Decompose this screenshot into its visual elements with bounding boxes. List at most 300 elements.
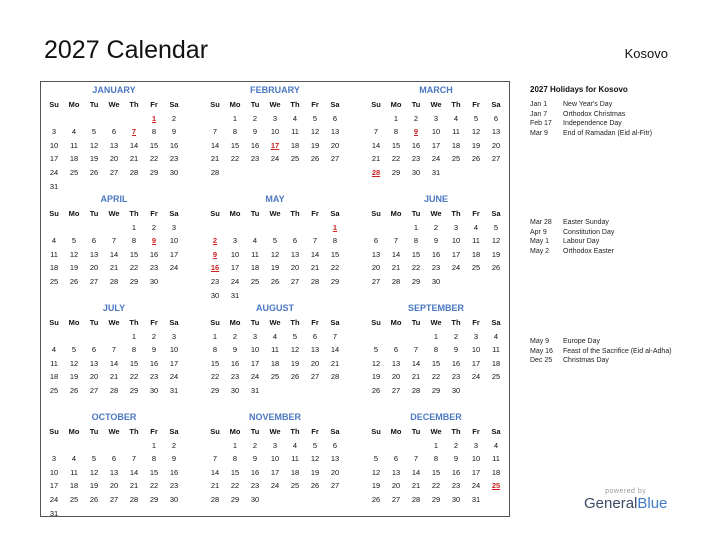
month-name: AUGUST — [256, 303, 294, 313]
holiday-group — [530, 100, 690, 138]
week-row — [205, 452, 345, 466]
weekday-label: Mo — [68, 318, 80, 327]
holiday-day-cell: 9 — [212, 249, 218, 259]
day-cell: 13 — [89, 358, 99, 368]
empty-cell — [325, 166, 345, 180]
day-cell: 3 — [433, 113, 439, 123]
day-cell: 10 — [270, 454, 280, 464]
month-name: JANUARY — [92, 85, 136, 95]
weekday-label: We — [108, 100, 120, 109]
day-cell: 26 — [491, 263, 501, 273]
weekday-label: Su — [210, 427, 220, 436]
weekday-label: Th — [290, 100, 300, 109]
empty-cell — [44, 112, 64, 126]
week-row — [366, 261, 506, 275]
day-cell: 11 — [271, 345, 279, 355]
empty-cell — [486, 493, 506, 507]
weekday-label: Mo — [229, 100, 241, 109]
month-name: JULY — [102, 303, 126, 313]
day-cell: 20 — [290, 263, 300, 273]
holiday-date: May 9 — [530, 338, 550, 345]
day-cell: 6 — [111, 454, 117, 464]
day-cell: 3 — [171, 331, 177, 341]
holiday-date: Mar 9 — [530, 129, 548, 137]
day-cell: 26 — [69, 385, 79, 395]
empty-cell — [205, 439, 225, 453]
week-row — [366, 275, 506, 289]
day-cell: 20 — [89, 263, 99, 273]
weekday-label: Th — [290, 318, 300, 327]
day-cell: 4 — [453, 113, 459, 123]
day-cell: 16 — [149, 249, 159, 259]
weekday-label: Fr — [472, 100, 480, 109]
empty-cell — [124, 439, 144, 453]
day-cell: 5 — [373, 345, 379, 355]
weekday-label: Tu — [411, 100, 421, 109]
holiday-item — [530, 337, 690, 347]
day-cell: 1 — [433, 331, 439, 341]
week-row — [366, 493, 506, 507]
day-cell: 19 — [371, 372, 381, 382]
day-cell: 14 — [129, 467, 139, 477]
day-cell: 26 — [69, 276, 79, 286]
day-cell: 15 — [149, 467, 159, 477]
weekday-label: Tu — [250, 100, 260, 109]
day-cell: 6 — [111, 127, 117, 137]
weekday-label: We — [269, 209, 281, 218]
day-cell: 12 — [471, 127, 481, 137]
day-cell: 17 — [169, 358, 179, 368]
weekday-label: Tu — [411, 209, 421, 218]
day-cell: 18 — [69, 481, 79, 491]
day-cell: 12 — [89, 467, 99, 477]
empty-cell — [305, 166, 325, 180]
day-cell: 21 — [210, 481, 220, 491]
empty-cell — [124, 507, 144, 521]
day-cell: 25 — [270, 372, 280, 382]
day-cell: 20 — [371, 263, 381, 273]
empty-cell — [245, 166, 265, 180]
day-cell: 31 — [471, 494, 481, 504]
day-cell: 28 — [330, 372, 340, 382]
day-cell: 13 — [371, 249, 381, 259]
day-cell: 13 — [89, 249, 99, 259]
weekday-label: Sa — [491, 209, 501, 218]
day-cell: 15 — [431, 358, 441, 368]
holiday-name: Independence Day — [563, 120, 622, 128]
day-cell: 2 — [433, 222, 439, 232]
day-cell: 15 — [149, 140, 159, 150]
day-cell: 17 — [471, 467, 481, 477]
day-cell: 17 — [169, 249, 179, 259]
week-row — [205, 166, 345, 180]
day-cell: 6 — [332, 113, 338, 123]
day-cell: 15 — [129, 249, 139, 259]
day-cell: 16 — [230, 358, 240, 368]
weekday-header — [44, 316, 184, 330]
weekday-label: Mo — [68, 427, 80, 436]
day-cell: 14 — [210, 467, 220, 477]
weekday-label: We — [269, 427, 281, 436]
day-cell: 30 — [230, 385, 240, 395]
empty-cell — [144, 507, 164, 521]
day-cell: 26 — [290, 372, 300, 382]
week-row — [44, 479, 184, 493]
weekday-label: Th — [129, 427, 139, 436]
day-cell: 5 — [473, 113, 479, 123]
empty-cell — [44, 221, 64, 235]
empty-cell — [64, 507, 84, 521]
weekday-label: Sa — [330, 318, 340, 327]
day-cell: 13 — [109, 467, 119, 477]
day-cell: 30 — [210, 290, 220, 300]
day-cell: 15 — [230, 140, 240, 150]
day-cell: 23 — [250, 154, 260, 164]
day-cell: 31 — [49, 508, 59, 518]
holiday-item — [530, 228, 690, 238]
day-cell: 29 — [431, 494, 441, 504]
day-cell: 1 — [433, 440, 439, 450]
day-cell: 23 — [451, 372, 461, 382]
day-cell: 17 — [431, 140, 441, 150]
day-cell: 2 — [232, 331, 238, 341]
holiday-item — [530, 129, 690, 139]
empty-cell — [84, 221, 104, 235]
day-cell: 19 — [310, 467, 320, 477]
day-cell: 24 — [451, 263, 461, 273]
weekday-label: Su — [49, 209, 59, 218]
holiday-day-cell: 17 — [270, 140, 280, 150]
weekday-label: Su — [210, 318, 220, 327]
day-cell: 25 — [49, 385, 59, 395]
day-cell: 5 — [312, 440, 318, 450]
day-cell: 7 — [373, 127, 379, 137]
empty-cell — [64, 221, 84, 235]
day-cell: 23 — [411, 154, 421, 164]
brand-logo[interactable] — [584, 488, 667, 512]
day-cell: 4 — [71, 127, 77, 137]
day-cell: 3 — [252, 331, 258, 341]
day-cell: 11 — [472, 236, 480, 246]
day-cell: 14 — [129, 140, 139, 150]
day-cell: 18 — [69, 154, 79, 164]
day-cell: 19 — [270, 263, 280, 273]
day-cell: 12 — [290, 345, 300, 355]
day-cell: 5 — [373, 454, 379, 464]
day-cell: 7 — [111, 345, 117, 355]
day-cell: 21 — [129, 481, 139, 491]
weekday-label: Su — [49, 427, 59, 436]
holiday-day-cell: 1 — [151, 113, 157, 123]
week-row — [205, 493, 345, 507]
week-row — [366, 357, 506, 371]
holiday-day-cell: 28 — [371, 167, 381, 177]
day-cell: 6 — [393, 345, 399, 355]
day-cell: 7 — [413, 454, 419, 464]
week-row — [44, 221, 184, 235]
month-name: FEBRUARY — [250, 85, 300, 95]
day-cell: 28 — [129, 494, 139, 504]
day-cell: 27 — [109, 494, 119, 504]
weekday-label: Th — [451, 209, 461, 218]
holiday-item — [530, 356, 690, 366]
holiday-name: New Year's Day — [563, 101, 613, 108]
day-cell: 31 — [250, 385, 260, 395]
week-row — [205, 234, 345, 248]
day-cell: 2 — [453, 440, 459, 450]
day-cell: 15 — [330, 249, 340, 259]
page-title: 2027 Calendar — [44, 36, 209, 64]
day-cell: 4 — [292, 440, 298, 450]
day-cell: 6 — [312, 331, 318, 341]
day-cell: 22 — [391, 154, 401, 164]
day-cell: 5 — [91, 127, 97, 137]
day-cell: 4 — [252, 236, 258, 246]
day-cell: 23 — [149, 372, 159, 382]
empty-cell — [84, 330, 104, 344]
day-cell: 6 — [493, 113, 499, 123]
day-cell: 9 — [171, 454, 177, 464]
week-row — [366, 439, 506, 453]
day-cell: 3 — [51, 454, 57, 464]
day-cell: 3 — [453, 222, 459, 232]
week-row — [366, 452, 506, 466]
weekday-header — [205, 425, 345, 439]
weekday-label: We — [430, 427, 442, 436]
day-cell: 14 — [391, 249, 401, 259]
weekday-header — [44, 98, 184, 112]
day-cell: 8 — [232, 454, 238, 464]
weekday-label: Tu — [89, 427, 99, 436]
week-row — [366, 152, 506, 166]
empty-cell — [285, 166, 305, 180]
weekday-label: Sa — [491, 427, 501, 436]
day-cell: 15 — [129, 358, 139, 368]
day-cell: 5 — [91, 454, 97, 464]
day-cell: 3 — [272, 113, 278, 123]
day-cell: 20 — [391, 481, 401, 491]
day-cell: 11 — [492, 454, 500, 464]
weekday-label: Mo — [390, 318, 402, 327]
holiday-name: Orthodox Easter — [563, 247, 614, 255]
empty-cell — [265, 166, 285, 180]
week-row — [44, 234, 184, 248]
day-cell: 10 — [451, 236, 461, 246]
weekday-label: Th — [451, 427, 461, 436]
weekday-label: Fr — [311, 100, 319, 109]
empty-cell — [366, 330, 386, 344]
day-cell: 16 — [250, 467, 260, 477]
day-cell: 19 — [290, 358, 300, 368]
day-cell: 12 — [69, 249, 79, 259]
week-row — [44, 343, 184, 357]
empty-cell — [104, 507, 124, 521]
empty-cell — [265, 493, 285, 507]
day-cell: 22 — [129, 263, 139, 273]
day-cell: 30 — [149, 276, 159, 286]
day-cell: 31 — [230, 290, 240, 300]
week-row — [205, 370, 345, 384]
day-cell: 23 — [451, 481, 461, 491]
day-cell: 22 — [129, 372, 139, 382]
weekday-label: Su — [49, 318, 59, 327]
day-cell: 11 — [50, 249, 58, 259]
day-cell: 29 — [129, 276, 139, 286]
powered-by-text: powered by — [605, 488, 647, 495]
weekday-label: Tu — [89, 318, 99, 327]
day-cell: 8 — [433, 454, 439, 464]
empty-cell — [386, 221, 406, 235]
empty-cell — [225, 166, 245, 180]
week-row — [366, 221, 506, 235]
day-cell: 8 — [131, 345, 137, 355]
week-row — [205, 384, 345, 398]
day-cell: 2 — [252, 113, 258, 123]
day-cell: 9 — [453, 345, 459, 355]
weekday-header — [44, 207, 184, 221]
month-july — [44, 300, 184, 398]
weekday-label: We — [269, 318, 281, 327]
week-row — [205, 221, 345, 235]
week-row — [205, 343, 345, 357]
day-cell: 19 — [89, 481, 99, 491]
day-cell: 4 — [272, 331, 278, 341]
day-cell: 7 — [393, 236, 399, 246]
empty-cell — [446, 166, 466, 180]
day-cell: 25 — [69, 494, 79, 504]
week-row — [205, 275, 345, 289]
day-cell: 1 — [413, 222, 419, 232]
day-cell: 7 — [131, 454, 137, 464]
day-cell: 3 — [473, 440, 479, 450]
day-cell: 18 — [471, 249, 481, 259]
weekday-label: Mo — [390, 209, 402, 218]
weekday-label: Mo — [68, 209, 80, 218]
day-cell: 24 — [431, 154, 441, 164]
day-cell: 12 — [89, 140, 99, 150]
day-cell: 15 — [391, 140, 401, 150]
day-cell: 7 — [413, 345, 419, 355]
weekday-header — [205, 207, 345, 221]
week-row — [205, 139, 345, 153]
holiday-name: Orthodox Christmas — [563, 110, 626, 118]
day-cell: 27 — [109, 167, 119, 177]
month-name: DECEMBER — [410, 412, 462, 422]
empty-cell — [44, 330, 64, 344]
day-cell: 9 — [252, 127, 258, 137]
week-row — [44, 248, 184, 262]
week-row — [44, 384, 184, 398]
day-cell: 7 — [212, 127, 218, 137]
day-cell: 27 — [290, 276, 300, 286]
week-row — [366, 479, 506, 493]
day-cell: 20 — [310, 358, 320, 368]
day-cell: 6 — [91, 345, 97, 355]
day-cell: 27 — [391, 385, 401, 395]
day-cell: 13 — [109, 140, 119, 150]
holiday-day-cell: 9 — [151, 236, 157, 246]
day-cell: 9 — [171, 127, 177, 137]
day-cell: 9 — [252, 454, 258, 464]
day-cell: 10 — [471, 345, 481, 355]
empty-cell — [386, 439, 406, 453]
month-may — [205, 191, 345, 302]
day-cell: 18 — [270, 358, 280, 368]
day-cell: 31 — [49, 181, 59, 191]
empty-cell — [366, 221, 386, 235]
week-row — [205, 261, 345, 275]
weekday-label: Su — [371, 100, 381, 109]
day-cell: 6 — [393, 454, 399, 464]
day-cell: 11 — [291, 454, 299, 464]
day-cell: 20 — [89, 372, 99, 382]
weekday-label: Sa — [169, 318, 179, 327]
holiday-group — [530, 218, 690, 256]
holiday-item — [530, 100, 690, 110]
holidays-title: 2027 Holidays for Kosovo — [530, 85, 628, 94]
day-cell: 2 — [413, 113, 419, 123]
empty-cell — [84, 439, 104, 453]
day-cell: 23 — [210, 276, 220, 286]
day-cell: 4 — [51, 345, 57, 355]
month-january — [44, 82, 184, 193]
day-cell: 25 — [451, 154, 461, 164]
day-cell: 16 — [149, 358, 159, 368]
empty-cell — [205, 221, 225, 235]
week-row — [205, 439, 345, 453]
weekday-label: Fr — [311, 209, 319, 218]
week-row — [44, 507, 184, 521]
day-cell: 4 — [493, 440, 499, 450]
day-cell: 24 — [471, 481, 481, 491]
day-cell: 14 — [371, 140, 381, 150]
weekday-label: Mo — [229, 318, 241, 327]
weekday-header — [44, 425, 184, 439]
empty-cell — [305, 493, 325, 507]
day-cell: 14 — [109, 249, 119, 259]
day-cell: 12 — [69, 358, 79, 368]
empty-cell — [285, 384, 305, 398]
day-cell: 29 — [210, 385, 220, 395]
day-cell: 1 — [151, 440, 157, 450]
day-cell: 11 — [291, 127, 299, 137]
month-march — [366, 82, 506, 180]
day-cell: 22 — [330, 263, 340, 273]
day-cell: 30 — [169, 494, 179, 504]
weekday-label: Sa — [330, 427, 340, 436]
month-name: APRIL — [100, 194, 128, 204]
holiday-date: Feb 17 — [530, 120, 552, 128]
calendar-grid — [40, 81, 510, 517]
day-cell: 7 — [111, 236, 117, 246]
day-cell: 29 — [391, 167, 401, 177]
day-cell: 25 — [491, 372, 501, 382]
day-cell: 22 — [431, 481, 441, 491]
week-row — [366, 234, 506, 248]
day-cell: 28 — [391, 276, 401, 286]
empty-cell — [84, 112, 104, 126]
day-cell: 10 — [230, 249, 240, 259]
day-cell: 26 — [371, 494, 381, 504]
day-cell: 31 — [169, 385, 179, 395]
day-cell: 4 — [292, 113, 298, 123]
empty-cell — [265, 221, 285, 235]
day-cell: 22 — [411, 263, 421, 273]
day-cell: 22 — [230, 154, 240, 164]
week-row — [366, 248, 506, 262]
day-cell: 8 — [393, 127, 399, 137]
holiday-day-cell: 9 — [413, 127, 419, 137]
